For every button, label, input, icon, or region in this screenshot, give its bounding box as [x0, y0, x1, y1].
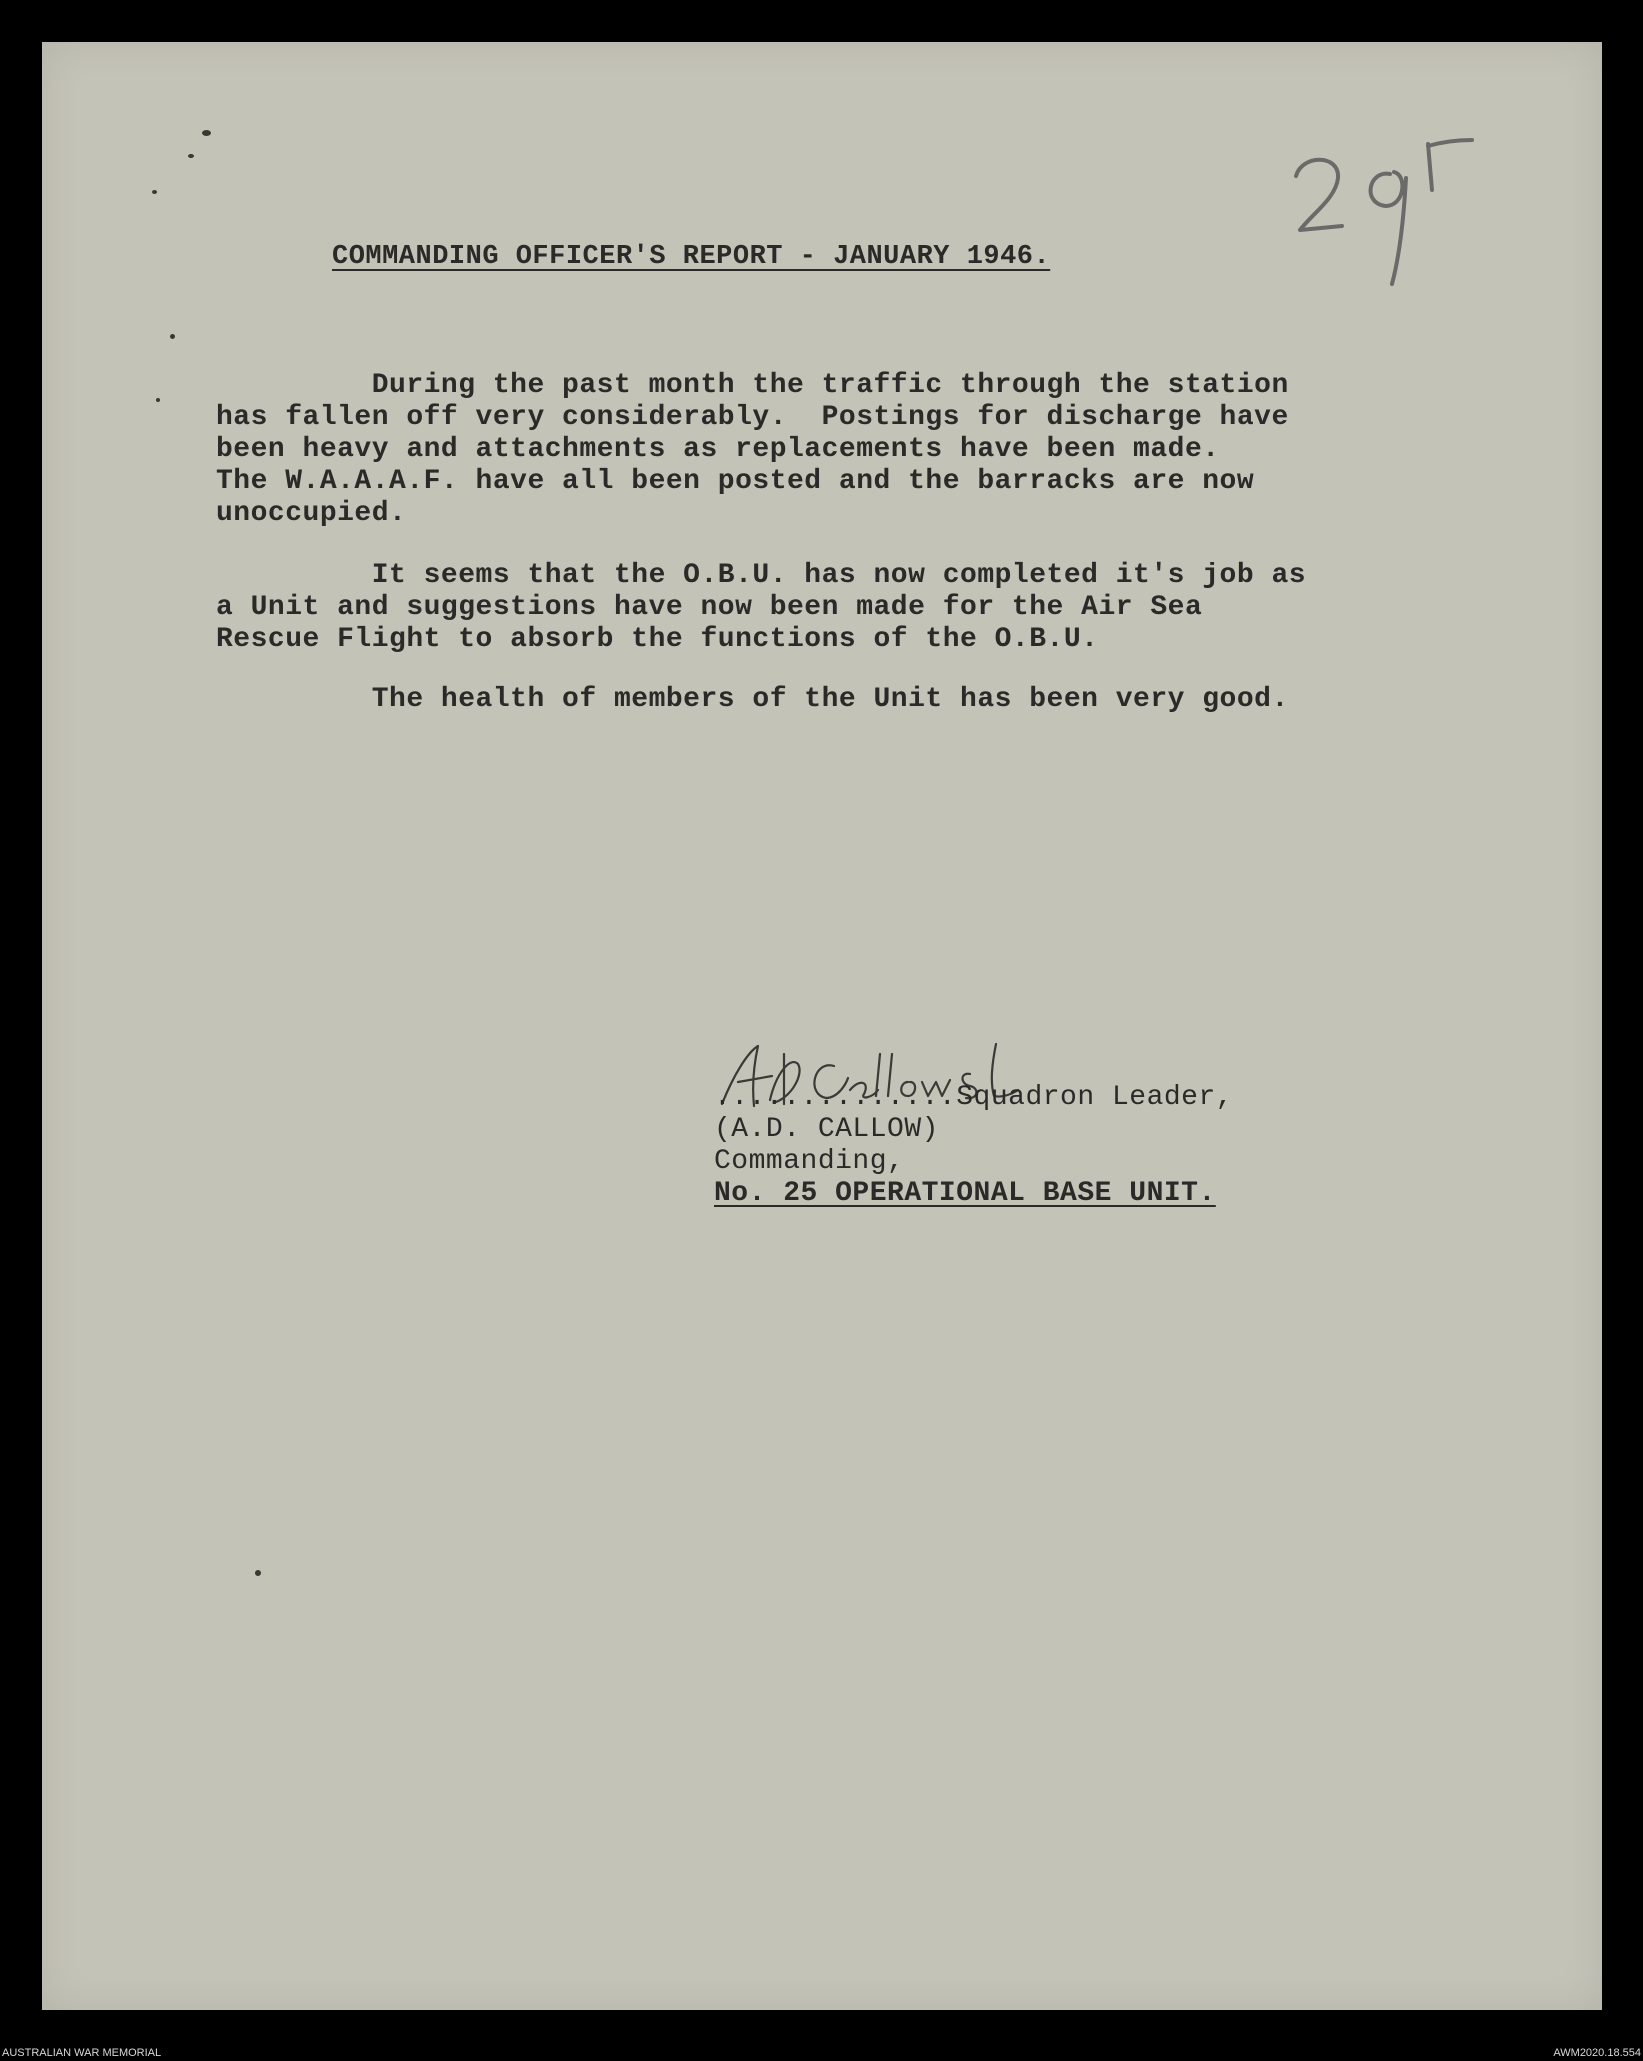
paragraph-traffic: During the past month the traffic through the station has fallen off very considerably. Postings for discharge have been heavy and attachments as replacements have been made. The W.A.A.A.F. have all been posted and the barracks are now unoccupied.: [216, 370, 1289, 529]
staple-mark: [188, 154, 194, 158]
signature-dotted-line: ..............Squadron Leader,: [714, 1082, 1234, 1113]
paragraph-obu-completion: It seems that the O.B.U. has now completed it's job as a Unit and suggestions have now been made for the Air Sea Rescue Flight to absorb the functions of the O.B.U.: [216, 560, 1307, 655]
signatory-name: (A.D. CALLOW): [714, 1114, 939, 1145]
document-page: [42, 42, 1602, 2010]
signatory-role: Commanding,: [714, 1146, 905, 1177]
punch-mark: [255, 1570, 261, 1576]
folio-number-handwritten: [1282, 114, 1482, 294]
staple-mark: [152, 190, 157, 194]
signature-block: [714, 1082, 1233, 1210]
punch-mark: [156, 398, 160, 402]
report-title: COMMANDING OFFICER'S REPORT - JANUARY 1946.: [332, 242, 1051, 272]
archive-credit: AUSTRALIAN WAR MEMORIAL: [2, 2047, 162, 2059]
archive-reference: AWM2020.18.554: [1553, 2047, 1641, 2059]
staple-mark: [202, 130, 211, 136]
punch-mark: [170, 334, 175, 339]
paragraph-health: The health of members of the Unit has been very good.: [216, 684, 1289, 715]
signatory-unit: No. 25 OPERATIONAL BASE UNIT.: [714, 1178, 1216, 1209]
